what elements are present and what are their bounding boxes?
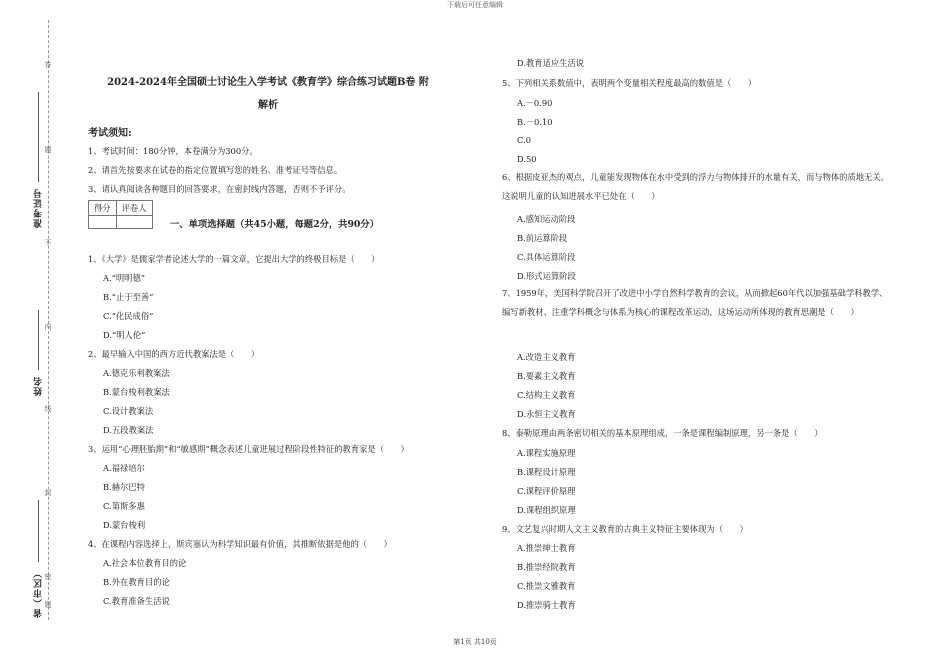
question-option: B.要素主义教育 (517, 371, 576, 381)
exam-title-line2: 解析 (258, 100, 278, 111)
seal-char: 题 (44, 146, 52, 154)
question-option: A.－0.90 (517, 98, 553, 108)
seal-char: 密 (44, 573, 52, 581)
question-option: D.永恒主义教育 (517, 409, 576, 419)
score-cell[interactable] (89, 216, 117, 229)
grader-header: 评卷人 (116, 201, 152, 216)
question-option: C.推崇文雅教育 (517, 581, 576, 591)
question-stem: 5、下列相关系数值中，表明两个变量相关程度最高的数值是（ ） (502, 78, 757, 88)
question-option: D.形式运算阶段 (517, 271, 576, 281)
seal-char: 答 (44, 61, 52, 69)
question-option: B.推崇经院教育 (517, 562, 576, 572)
question-option: C.“化民成俗” (103, 311, 154, 321)
question-option: D.蒙台梭利 (103, 520, 146, 530)
question-option: A.推崇绅士教育 (517, 543, 576, 553)
page-number: 第1页 共10页 (453, 638, 497, 646)
question-option: D.推崇骑士教育 (517, 600, 576, 610)
question-option: A.社会本位教育目的论 (103, 558, 187, 568)
question-option: A.感知运动阶段 (517, 214, 576, 224)
question-option: C.0 (517, 135, 531, 145)
question-option: C.教育准备生活说 (103, 596, 170, 606)
seal-char: 内 (44, 323, 52, 331)
seal-char: 题 (44, 601, 52, 609)
question-option: B.赫尔巴特 (103, 482, 145, 492)
grader-cell[interactable] (116, 216, 152, 229)
score-header: 得分 (89, 201, 117, 216)
question-option: C.结构主义教育 (517, 390, 576, 400)
question-stem: 7、1959年，美国科学院召开了改进中小学自然科学教育的会议，从而掀起60年代以加强基础学科教学、编写新教材、注重学科概念与体系为核心的课程改革运动，这场运动所体现的教育思潮是（ ） (502, 288, 888, 317)
question-option: D.五段教案法 (103, 425, 154, 435)
question-stem: 4、在课程内容选择上，斯宾塞认为科学知识最有价值，其推断依据是他的（ ） (88, 539, 392, 549)
question-stem: 8、泰勒原理由两条密切相关的基本原理组成，一条是课程编制原理，另一条是（ ） (502, 428, 823, 438)
score-table (88, 200, 153, 229)
notice-heading: 考试须知: (88, 128, 132, 139)
exam-number-line (38, 92, 39, 182)
question-option: D.“明人伦” (103, 330, 146, 340)
notice-item: 2、请首先按要求在试卷的指定位置填写您的姓名、准考证号等信息。 (88, 165, 343, 175)
question-option: C.设计教案法 (103, 406, 154, 416)
province-line (38, 500, 39, 562)
binding-line (48, 20, 49, 620)
name-line (38, 310, 39, 370)
question-option: A.“明明德” (103, 273, 146, 283)
question-stem: 9、文艺复兴时期人文主义教育的古典主义特征主要体现为（ ） (502, 524, 748, 534)
question-option: A.福禄培尔 (103, 463, 145, 473)
question-option: B.“止于至善” (103, 292, 154, 302)
notice-item: 3、请认真阅读各种题目的回答要求，在密封线内答题，否则不予评分。 (88, 184, 351, 194)
question-option: D.教育适应生活说 (517, 58, 585, 68)
question-option: D.50 (517, 154, 537, 164)
seal-char: 线 (44, 405, 52, 413)
seal-char: 封 (44, 489, 52, 497)
province-label: 省（市区） (34, 568, 44, 618)
exam-title: 2024-2024年全国硕士讨论生入学考试《教育学》综合练习试题B卷 附 (107, 77, 429, 88)
name-label: 姓名 (34, 376, 44, 396)
question-option: B.蒙台梭利教案法 (103, 387, 170, 397)
question-stem: 6、根据皮亚杰的观点，儿童能发现物体在水中受到的浮力与物体排开的水量有关，而与物体的质地无关。这说明儿童的认知进展水平已处在（ ） (502, 172, 889, 201)
question-option: C.课程评价原理 (517, 486, 576, 496)
question-stem: 3、运用“心理胚胎期”和“敏感期”概念表述儿童进展过程阶段性特征的教育家是（ ） (88, 444, 409, 454)
notice-item: 1、考试时间：180分钟，本卷满分为300分。 (88, 146, 258, 156)
question-option: B.外在教育目的论 (103, 577, 170, 587)
question-option: A.德克乐利教案法 (103, 368, 170, 378)
seal-char: 不 (44, 239, 52, 247)
question-option: A.改造主义教育 (517, 352, 576, 362)
question-option: B.－0.10 (517, 117, 553, 127)
section-title: 一、单项选择题（共45小题，每题2分，共90分） (170, 219, 379, 230)
question-option: D.课程组织原理 (517, 505, 576, 515)
question-option: C.第斯多惠 (103, 501, 145, 511)
exam-number-label: 准考证号 (34, 188, 44, 228)
question-option: C.具体运算阶段 (517, 252, 576, 262)
question-stem: 1、《大学》是儒家学者论述大学的一篇文章，它提出大学的终极目标是（ ） (88, 254, 380, 264)
question-stem: 2、最早输入中国的西方近代教案法是（ ） (88, 349, 260, 359)
header-note: 下载后可任意编辑 (447, 1, 503, 9)
question-option: B.前运算阶段 (517, 233, 568, 243)
question-option: B.课程设计原理 (517, 467, 576, 477)
question-option: A.课程实施原理 (517, 448, 576, 458)
